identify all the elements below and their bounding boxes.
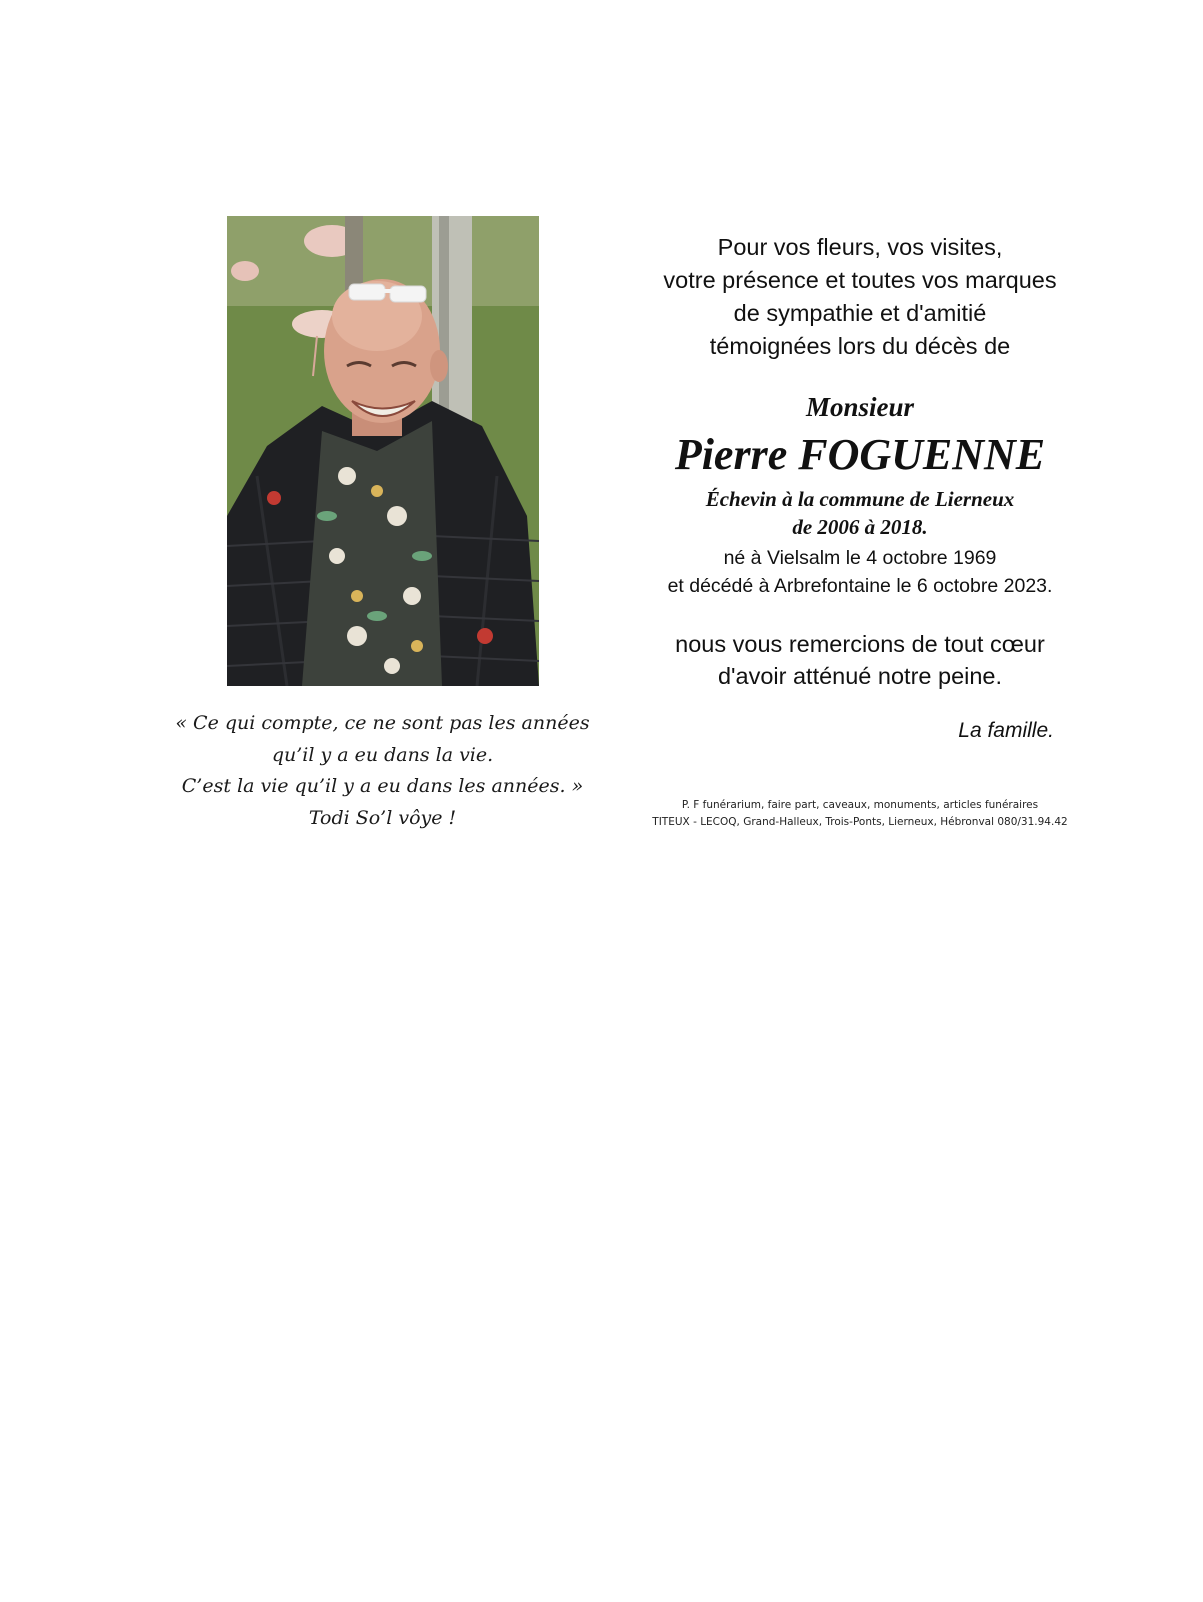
quote-line: « Ce qui compte, ce ne sont pas les années	[175, 712, 590, 734]
intro-line: Pour vos fleurs, vos visites,	[717, 234, 1003, 260]
portrait-photo	[227, 216, 539, 686]
deceased-role	[630, 485, 1090, 541]
role-line: Échevin à la commune de Lierneux	[705, 487, 1015, 511]
thanks-line: d'avoir atténué notre peine.	[717, 663, 1003, 689]
death-line: et décédé à Arbrefontaine le 6 octobre 2023.	[667, 575, 1053, 597]
honorific: Monsieur	[805, 392, 915, 422]
role-line: de 2006 à 2018.	[792, 515, 928, 539]
quote-line: Todi So’l vôye !	[308, 806, 457, 829]
intro-line: votre présence et toutes vos marques	[663, 267, 1057, 293]
intro-text	[630, 231, 1090, 363]
intro-line: de sympathie et d'amitié	[733, 300, 987, 326]
footer-line: TITEUX - LECOQ, Grand-Halleux, Trois-Ponts, Lierneux, Hébronval 080/31.94.42	[652, 816, 1068, 828]
deceased-name: Pierre FOGUENNE	[674, 430, 1046, 479]
memorial-quote	[175, 708, 590, 834]
birth-line: né à Vielsalm le 4 octobre 1969	[723, 547, 997, 569]
life-dates	[630, 544, 1090, 600]
quote-line: qu’il y a eu dans la vie.	[271, 743, 494, 766]
intro-line: témoignées lors du décès de	[709, 333, 1011, 359]
thanks-line: nous vous remercions de tout cœur	[675, 631, 1045, 657]
thanks-text	[630, 628, 1090, 692]
family-signature: La famille.	[958, 719, 1054, 742]
quote-line: C’est la vie qu’il y a eu dans les années. »	[181, 775, 584, 797]
funeral-home-footer	[630, 797, 1090, 831]
footer-line: P. F funérarium, faire part, caveaux, monuments, articles funéraires	[681, 799, 1039, 811]
